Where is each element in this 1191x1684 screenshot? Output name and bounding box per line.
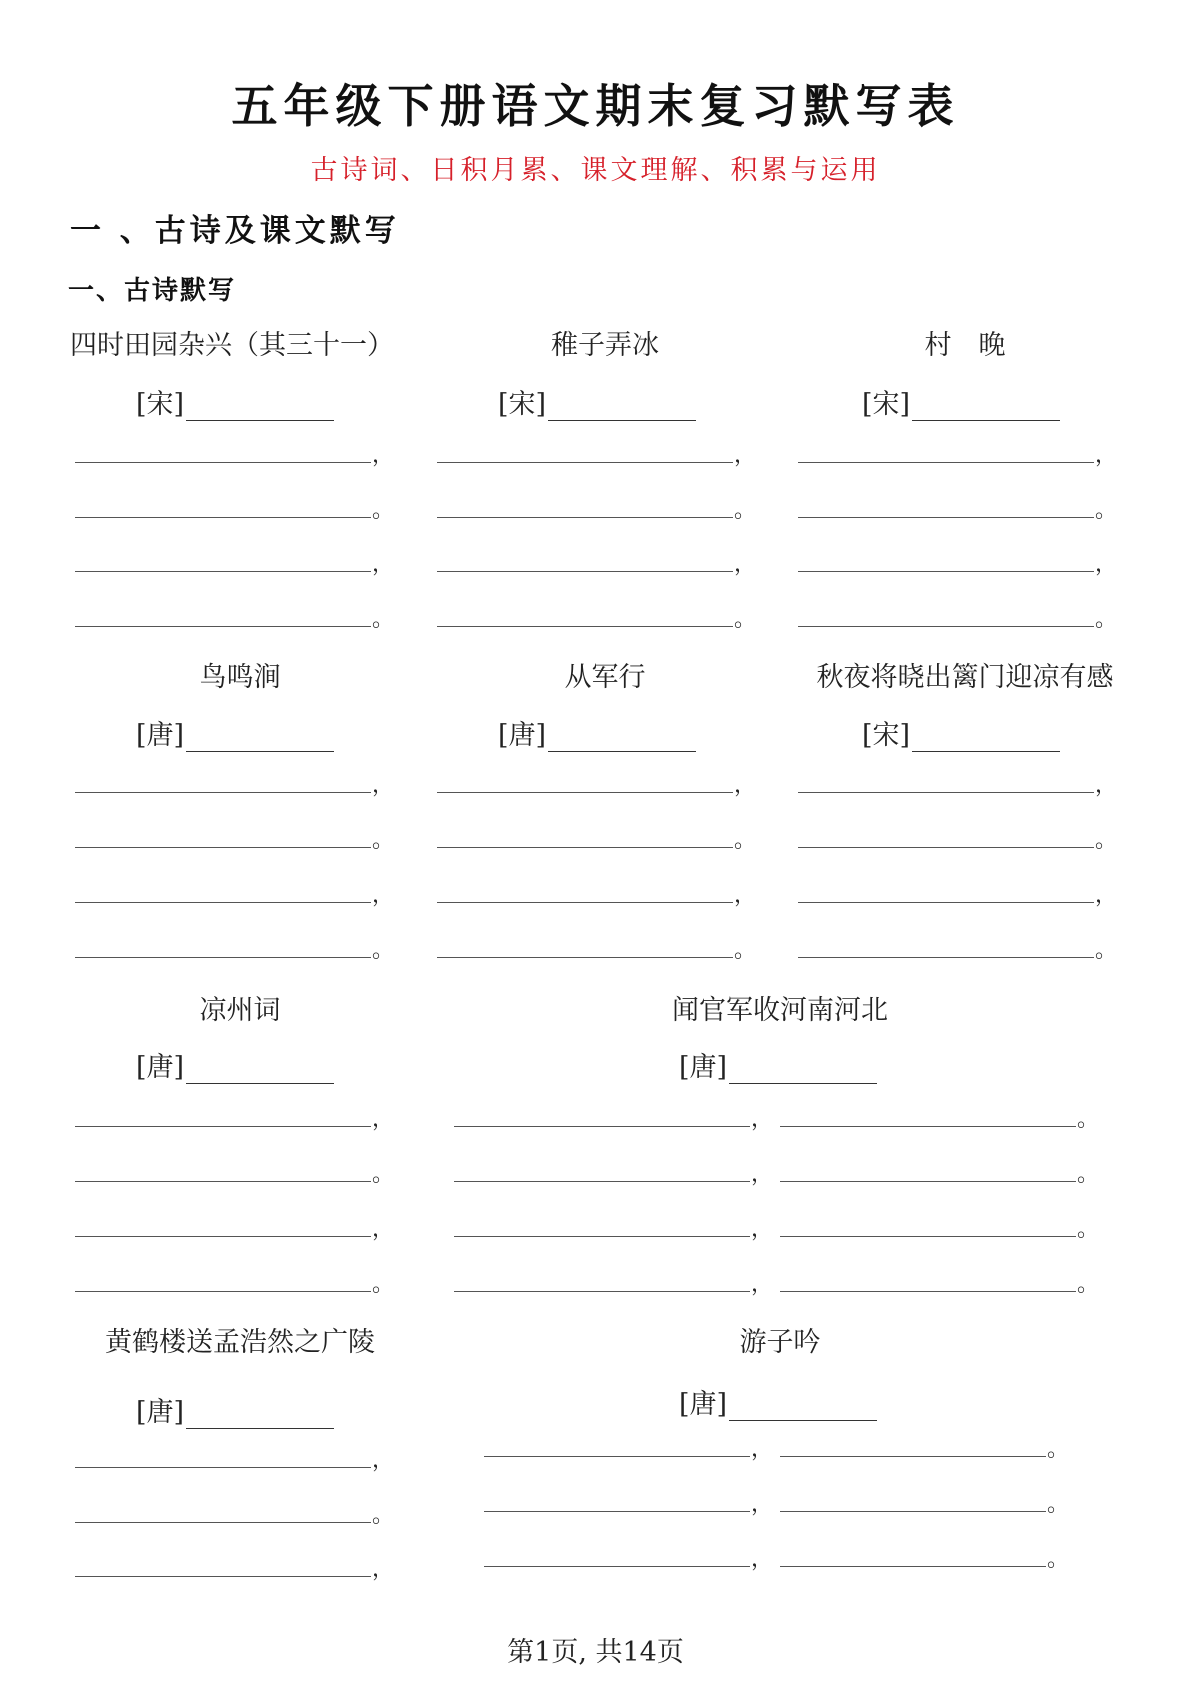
answer-blank-line[interactable] bbox=[780, 1291, 1076, 1292]
dynasty-label: [宋] bbox=[136, 389, 185, 420]
period-mark: 。 bbox=[1077, 1217, 1100, 1242]
period-mark: 。 bbox=[1077, 1162, 1100, 1187]
poem-title: 四时田园杂兴（其三十一） bbox=[70, 330, 394, 361]
poem-dynasty-author bbox=[136, 1390, 334, 1429]
poem-dynasty-author bbox=[498, 382, 696, 421]
author-blank[interactable] bbox=[729, 1394, 877, 1421]
answer-blank-line[interactable] bbox=[75, 957, 371, 958]
poem-dynasty-author bbox=[862, 382, 1060, 421]
answer-blank-line[interactable] bbox=[75, 1126, 371, 1127]
comma-mark: ， bbox=[372, 552, 395, 577]
answer-blank-line[interactable] bbox=[780, 1566, 1046, 1567]
comma-mark: ， bbox=[751, 1492, 774, 1517]
poem-dynasty-author bbox=[498, 713, 696, 752]
period-mark: 。 bbox=[1095, 498, 1118, 523]
comma-mark: ， bbox=[372, 1448, 395, 1473]
answer-blank-line[interactable] bbox=[780, 1511, 1046, 1512]
period-mark: 。 bbox=[1077, 1272, 1100, 1297]
answer-blank-line[interactable] bbox=[437, 517, 733, 518]
poem-dynasty-author bbox=[679, 1382, 877, 1421]
period-mark: 。 bbox=[1095, 607, 1118, 632]
comma-mark: ， bbox=[734, 552, 757, 577]
period-mark: 。 bbox=[734, 828, 757, 853]
answer-blank-line[interactable] bbox=[75, 847, 371, 848]
answer-blank-line[interactable] bbox=[798, 792, 1094, 793]
period-mark: 。 bbox=[1047, 1547, 1070, 1572]
author-blank[interactable] bbox=[729, 1057, 877, 1084]
answer-blank-line[interactable] bbox=[798, 517, 1094, 518]
poem-title: 游子吟 bbox=[739, 1327, 821, 1358]
poem-dynasty-author bbox=[136, 1045, 334, 1084]
answer-blank-line[interactable] bbox=[780, 1181, 1076, 1182]
answer-blank-line[interactable] bbox=[75, 1181, 371, 1182]
period-mark: 。 bbox=[734, 607, 757, 632]
answer-blank-line[interactable] bbox=[484, 1511, 750, 1512]
answer-blank-line[interactable] bbox=[437, 462, 733, 463]
period-mark: 。 bbox=[372, 938, 395, 963]
page-title: 五年级下册语文期末复习默写表 bbox=[231, 79, 960, 133]
poem-title: 凉州词 bbox=[199, 995, 281, 1026]
page-subtitle: 古诗词、日积月累、课文理解、积累与运用 bbox=[310, 155, 881, 186]
comma-mark: ， bbox=[751, 1437, 774, 1462]
period-mark: 。 bbox=[372, 1272, 395, 1297]
comma-mark: ， bbox=[372, 1217, 395, 1242]
period-mark: 。 bbox=[1077, 1107, 1100, 1132]
answer-blank-line[interactable] bbox=[798, 571, 1094, 572]
comma-mark: ， bbox=[372, 1107, 395, 1132]
comma-mark: ， bbox=[372, 1557, 395, 1582]
comma-mark: ， bbox=[751, 1272, 774, 1297]
answer-blank-line[interactable] bbox=[75, 1291, 371, 1292]
answer-blank-line[interactable] bbox=[798, 626, 1094, 627]
dynasty-label: [唐] bbox=[136, 720, 185, 751]
poem-title: 黄鹤楼送孟浩然之广陵 bbox=[105, 1327, 375, 1358]
dynasty-label: [唐] bbox=[679, 1389, 728, 1420]
comma-mark: ， bbox=[372, 443, 395, 468]
answer-blank-line[interactable] bbox=[484, 1456, 750, 1457]
answer-blank-line[interactable] bbox=[780, 1126, 1076, 1127]
comma-mark: ， bbox=[751, 1162, 774, 1187]
dynasty-label: [唐] bbox=[136, 1397, 185, 1428]
answer-blank-line[interactable] bbox=[75, 626, 371, 627]
answer-blank-line[interactable] bbox=[454, 1236, 750, 1237]
poem-title: 稚子弄冰 bbox=[551, 330, 659, 361]
comma-mark: ， bbox=[734, 883, 757, 908]
period-mark: 。 bbox=[1047, 1492, 1070, 1517]
answer-blank-line[interactable] bbox=[437, 847, 733, 848]
answer-blank-line[interactable] bbox=[454, 1126, 750, 1127]
answer-blank-line[interactable] bbox=[75, 792, 371, 793]
answer-blank-line[interactable] bbox=[75, 1576, 371, 1577]
section-heading: 一 、古诗及课文默写 bbox=[70, 213, 400, 249]
period-mark: 。 bbox=[372, 607, 395, 632]
comma-mark: ， bbox=[1095, 883, 1118, 908]
dynasty-label: [宋] bbox=[498, 389, 547, 420]
period-mark: 。 bbox=[1095, 938, 1118, 963]
answer-blank-line[interactable] bbox=[75, 462, 371, 463]
poem-dynasty-author bbox=[136, 713, 334, 752]
period-mark: 。 bbox=[372, 828, 395, 853]
comma-mark: ， bbox=[372, 883, 395, 908]
answer-blank-line[interactable] bbox=[780, 1456, 1046, 1457]
answer-blank-line[interactable] bbox=[437, 792, 733, 793]
dynasty-label: [唐] bbox=[679, 1052, 728, 1083]
answer-blank-line[interactable] bbox=[454, 1181, 750, 1182]
author-blank[interactable] bbox=[186, 1057, 334, 1084]
poem-title: 鸟鸣涧 bbox=[199, 662, 281, 693]
period-mark: 。 bbox=[1095, 828, 1118, 853]
comma-mark: ， bbox=[751, 1547, 774, 1572]
comma-mark: ， bbox=[1095, 552, 1118, 577]
comma-mark: ， bbox=[751, 1217, 774, 1242]
poem-dynasty-author bbox=[862, 713, 1060, 752]
answer-blank-line[interactable] bbox=[798, 902, 1094, 903]
poem-title: 从军行 bbox=[564, 662, 646, 693]
period-mark: 。 bbox=[1047, 1437, 1070, 1462]
answer-blank-line[interactable] bbox=[437, 571, 733, 572]
author-blank[interactable] bbox=[548, 394, 696, 421]
answer-blank-line[interactable] bbox=[75, 1236, 371, 1237]
period-mark: 。 bbox=[734, 938, 757, 963]
answer-blank-line[interactable] bbox=[437, 902, 733, 903]
period-mark: 。 bbox=[372, 1503, 395, 1528]
answer-blank-line[interactable] bbox=[75, 1467, 371, 1468]
answer-blank-line[interactable] bbox=[798, 957, 1094, 958]
answer-blank-line[interactable] bbox=[75, 571, 371, 572]
answer-blank-line[interactable] bbox=[75, 517, 371, 518]
dynasty-label: [唐] bbox=[498, 720, 547, 751]
author-blank[interactable] bbox=[548, 725, 696, 752]
poem-title: 闻官军收河南河北 bbox=[672, 995, 888, 1026]
period-mark: 。 bbox=[372, 1162, 395, 1187]
dynasty-label: [唐] bbox=[136, 1052, 185, 1083]
answer-blank-line[interactable] bbox=[437, 626, 733, 627]
poem-dynasty-author bbox=[679, 1045, 877, 1084]
comma-mark: ， bbox=[1095, 443, 1118, 468]
dynasty-label: [宋] bbox=[862, 720, 911, 751]
author-blank[interactable] bbox=[912, 725, 1060, 752]
period-mark: 。 bbox=[734, 498, 757, 523]
answer-blank-line[interactable] bbox=[484, 1566, 750, 1567]
comma-mark: ， bbox=[372, 773, 395, 798]
answer-blank-line[interactable] bbox=[454, 1291, 750, 1292]
comma-mark: ， bbox=[734, 773, 757, 798]
answer-blank-line[interactable] bbox=[75, 902, 371, 903]
poem-dynasty-author bbox=[136, 382, 334, 421]
poem-title: 村 晚 bbox=[924, 330, 1006, 361]
page-number: 第1页, 共14页 bbox=[507, 1637, 684, 1668]
section-subheading: 一、古诗默写 bbox=[68, 276, 237, 306]
poem-title: 秋夜将晓出篱门迎凉有感 bbox=[816, 662, 1114, 693]
author-blank[interactable] bbox=[912, 394, 1060, 421]
author-blank[interactable] bbox=[186, 1402, 334, 1429]
answer-blank-line[interactable] bbox=[798, 847, 1094, 848]
answer-blank-line[interactable] bbox=[437, 957, 733, 958]
answer-blank-line[interactable] bbox=[798, 462, 1094, 463]
period-mark: 。 bbox=[372, 498, 395, 523]
answer-blank-line[interactable] bbox=[780, 1236, 1076, 1237]
comma-mark: ， bbox=[1095, 773, 1118, 798]
answer-blank-line[interactable] bbox=[75, 1522, 371, 1523]
comma-mark: ， bbox=[734, 443, 757, 468]
dynasty-label: [宋] bbox=[862, 389, 911, 420]
author-blank[interactable] bbox=[186, 725, 334, 752]
comma-mark: ， bbox=[751, 1107, 774, 1132]
author-blank[interactable] bbox=[186, 394, 334, 421]
